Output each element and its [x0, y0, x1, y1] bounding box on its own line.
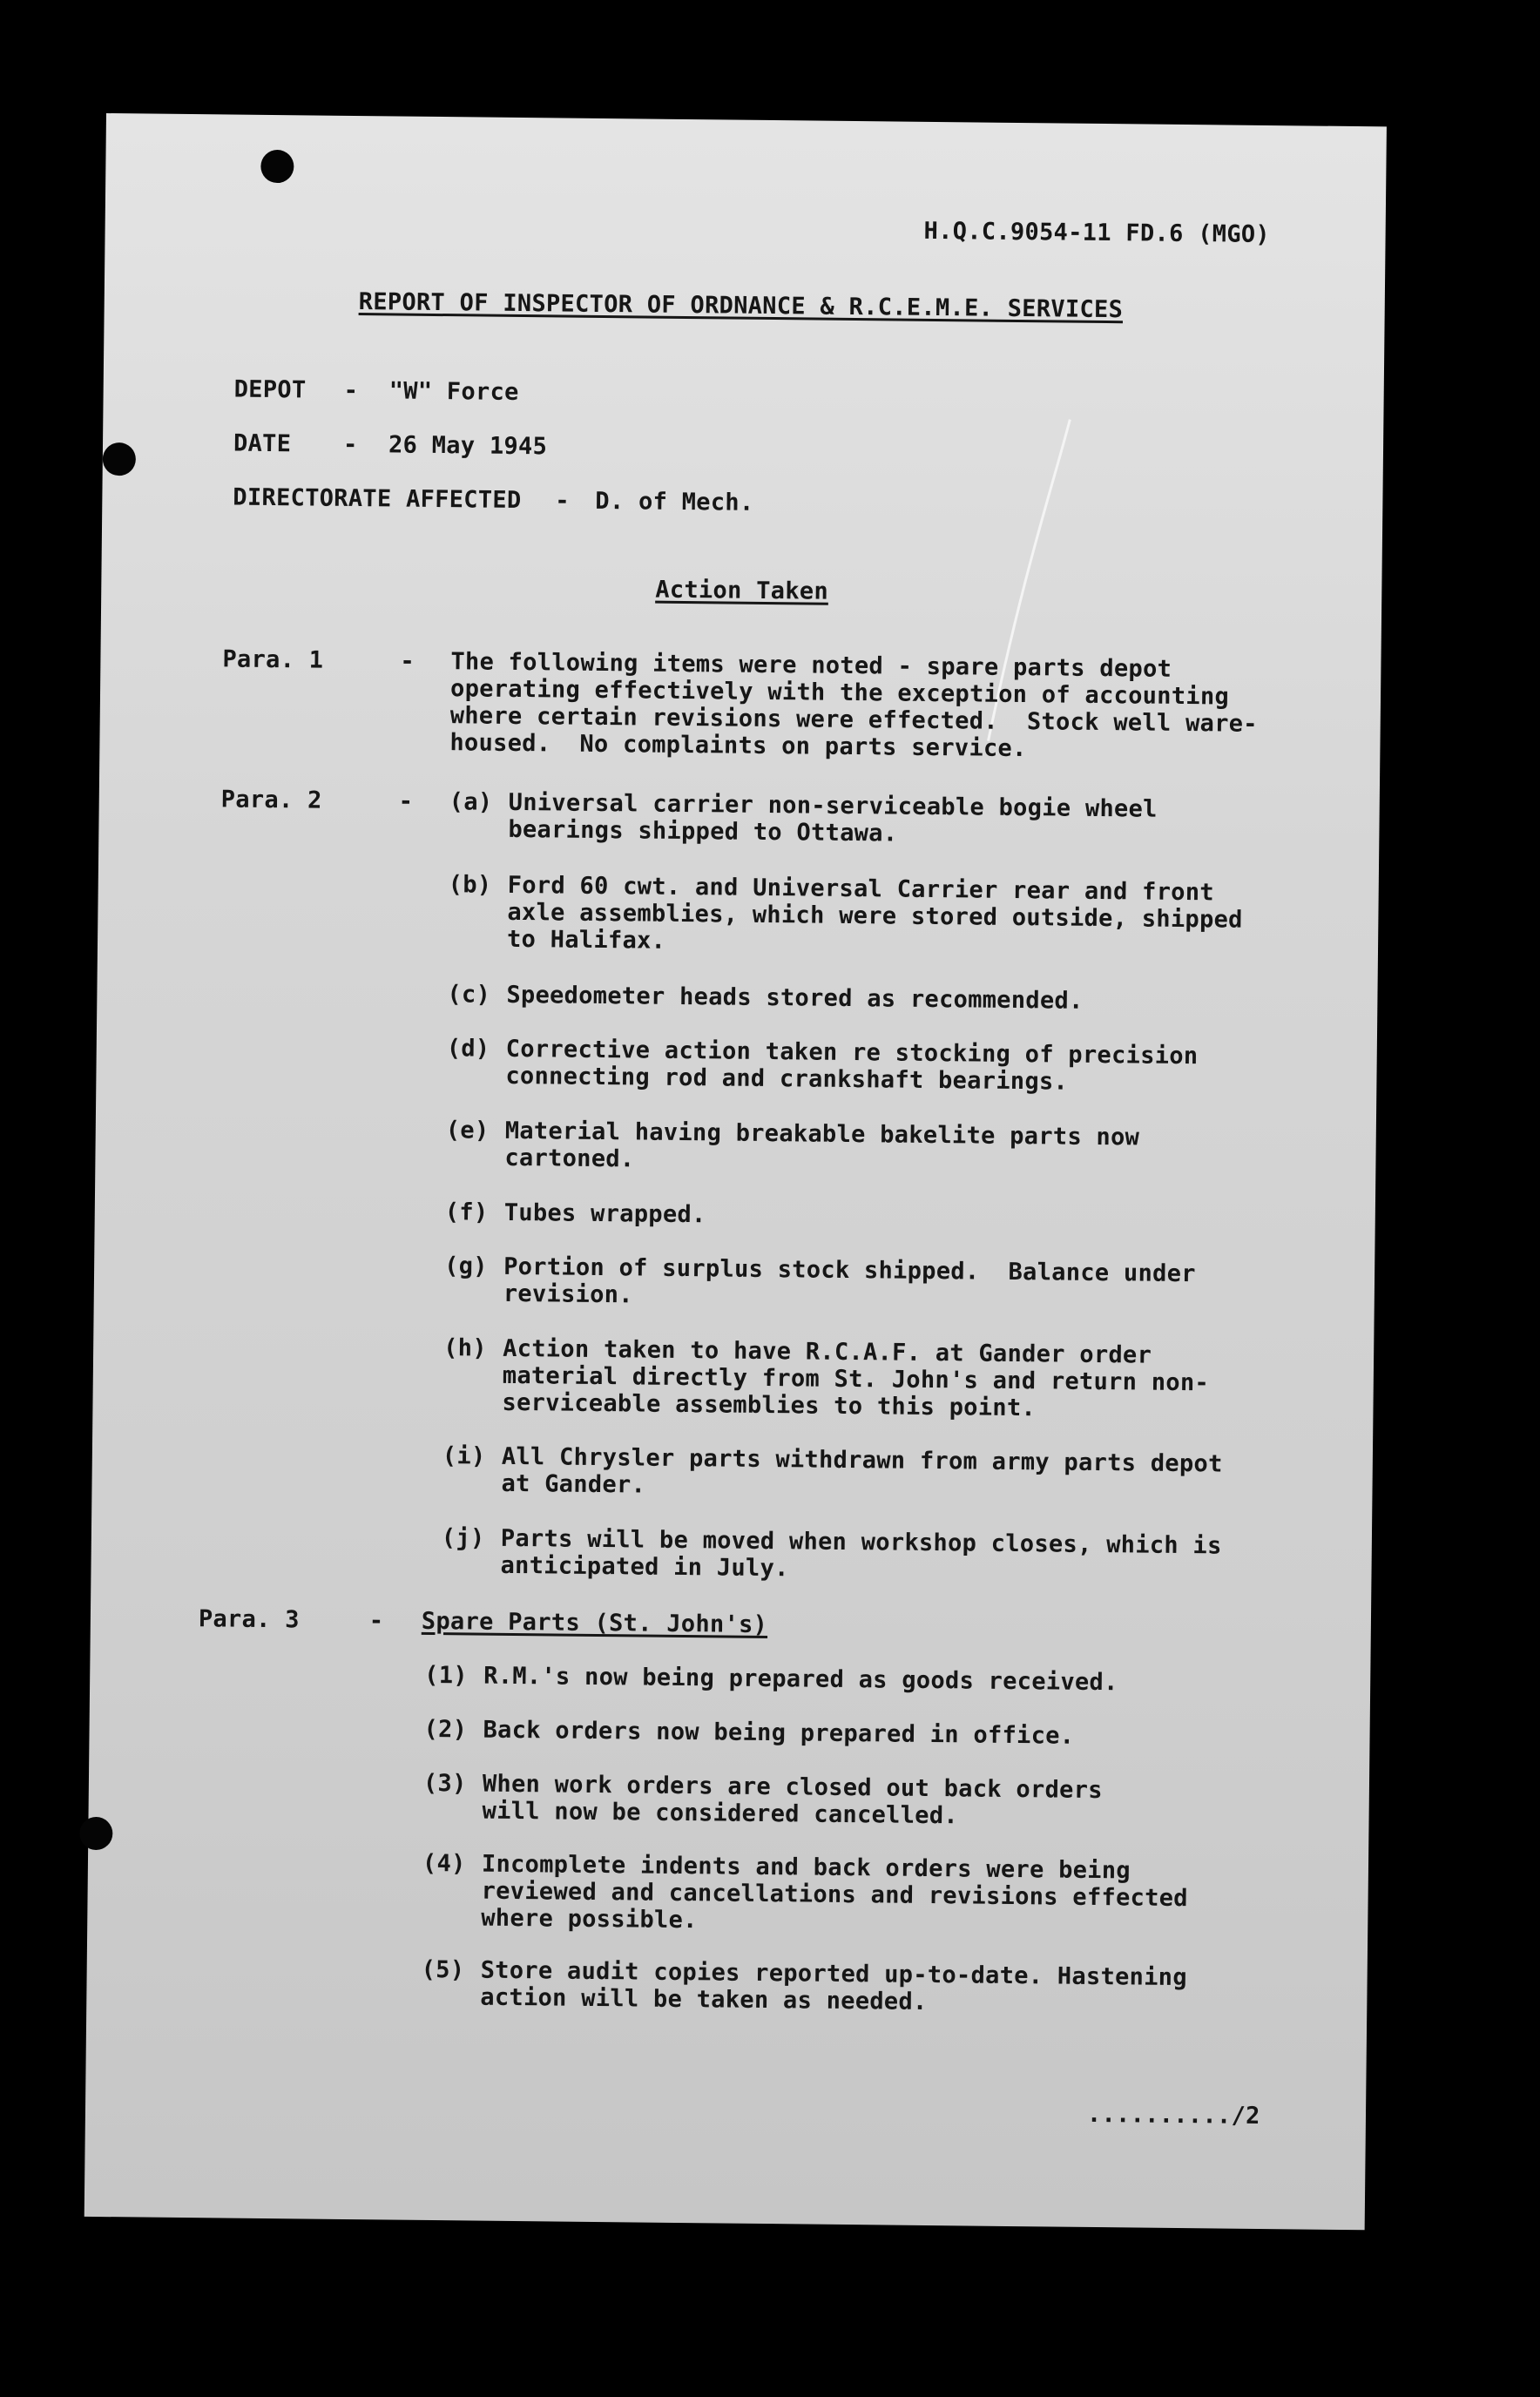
para2-item-line: Tubes wrapped.	[503, 1198, 706, 1229]
depot-label: DEPOT	[233, 375, 307, 404]
depot-value: "W" Force	[388, 377, 519, 406]
para2-item-marker: (f)	[444, 1198, 489, 1226]
para2-item-marker: (e)	[445, 1117, 490, 1144]
para3-item-line: action will be taken as needed.	[480, 1983, 928, 2016]
para2-item-line: All Chrysler parts withdrawn from army parts depot	[501, 1442, 1223, 1478]
para2-item-marker: (d)	[446, 1035, 490, 1063]
para1-line: The following items were noted - spare parts depot	[450, 648, 1172, 683]
para1-label: Para. 1	[222, 645, 324, 674]
para1-line: operating effectively with the exception of accounting	[449, 675, 1230, 711]
para2-item-line: Universal carrier non-serviceable bogie wheel	[508, 788, 1158, 823]
para3-item-line: will now be considered cancelled.	[482, 1797, 959, 1830]
para3-item-line: When work orders are closed out back orders	[482, 1770, 1103, 1805]
document-page	[84, 113, 1387, 2230]
date-dash: -	[342, 430, 358, 459]
para2-item-line: Material having breakable bakelite parts now	[504, 1117, 1140, 1151]
para1-line: where certain revisions were effected. Stock well ware-	[449, 702, 1258, 738]
para3-item-marker: (1)	[424, 1661, 469, 1690]
para3-item-line: Store audit copies reported up-to-date. Hastening	[480, 1956, 1188, 1992]
para1-dash: -	[400, 647, 415, 675]
para2-item-line: Ford 60 cwt. and Universal Carrier rear and front	[507, 871, 1215, 907]
para2-item-line: to Halifax.	[506, 925, 666, 955]
para3-item-marker: (5)	[421, 1955, 465, 1984]
para3-item-marker: (3)	[422, 1769, 467, 1798]
para3-item-line: Back orders now being prepared in office.	[483, 1716, 1075, 1750]
para2-item-line: bearings shipped to Ottawa.	[508, 815, 898, 847]
para2-item-marker: (h)	[443, 1334, 488, 1362]
para3-item-line: Incomplete indents and back orders were being	[481, 1850, 1131, 1885]
para2-item-line: axle assemblies, which were stored outside, shipped	[507, 898, 1243, 934]
para2-item-line: anticipated in July.	[500, 1551, 789, 1583]
para3-dash: -	[368, 1607, 384, 1635]
continuation-marker: ........../2	[1086, 2100, 1260, 2130]
para2-label: Para. 2	[220, 786, 322, 814]
para2-item-line: Corrective action taken re stocking of precision	[505, 1035, 1199, 1070]
para2-item-line: at Gander.	[501, 1469, 646, 1499]
para2-item-line: cartoned.	[504, 1144, 635, 1173]
punch-hole	[79, 1817, 112, 1850]
para2-item-line: Speedometer heads stored as recommended.	[506, 981, 1084, 1015]
depot-dash: -	[343, 376, 359, 405]
para3-item-marker: (4)	[422, 1849, 466, 1878]
para2-item-line: connecting rod and crankshaft bearings.	[505, 1062, 1069, 1096]
directorate-label: DIRECTORATE AFFECTED	[233, 483, 522, 515]
para2-item-line: Portion of surplus stock shipped. Balance under	[503, 1253, 1196, 1288]
para2-item-marker: (i)	[442, 1442, 486, 1470]
para2-item-marker: (c)	[447, 981, 491, 1009]
punch-hole	[103, 442, 136, 476]
para2-dash: -	[398, 787, 414, 815]
section-title: Action Taken	[655, 576, 829, 605]
date-value: 26 May 1945	[388, 431, 548, 461]
para2-item-marker: (b)	[448, 871, 492, 899]
para2-item-line: Action taken to have R.C.A.F. at Gander order	[503, 1334, 1152, 1369]
para3-item-line: where possible.	[481, 1904, 698, 1934]
para3-heading: Spare Parts (St. John's)	[421, 1607, 768, 1639]
directorate-value: D. of Mech.	[595, 487, 754, 517]
para2-item-line: revision.	[503, 1280, 633, 1309]
reference-number: H.Q.C.9054-11 FD.6 (MGO)	[923, 217, 1271, 248]
para3-label: Para. 3	[198, 1605, 300, 1634]
date-label: DATE	[233, 429, 292, 458]
para3-item-line: R.M.'s now being prepared as goods received.	[483, 1662, 1118, 1697]
para2-item-line: Parts will be moved when workshop closes, which is	[500, 1524, 1222, 1560]
para3-item-line: reviewed and cancellations and revisions effected	[481, 1877, 1188, 1913]
para2-item-marker: (g)	[443, 1253, 488, 1280]
para2-item-line: material directly from St. John's and return non-	[502, 1361, 1210, 1397]
para2-item-marker: (j)	[441, 1524, 485, 1552]
report-title: REPORT OF INSPECTOR OF ORDNANCE & R.C.E.M.E. SERVICES	[358, 288, 1124, 324]
punch-hole	[260, 150, 294, 183]
para2-item-marker: (a)	[449, 788, 493, 816]
para3-item-marker: (2)	[423, 1715, 468, 1744]
para1-line: housed. No complaints on parts service.	[449, 729, 1027, 763]
para2-item-line: serviceable assemblies to this point.	[502, 1388, 1037, 1422]
directorate-dash: -	[555, 487, 571, 515]
